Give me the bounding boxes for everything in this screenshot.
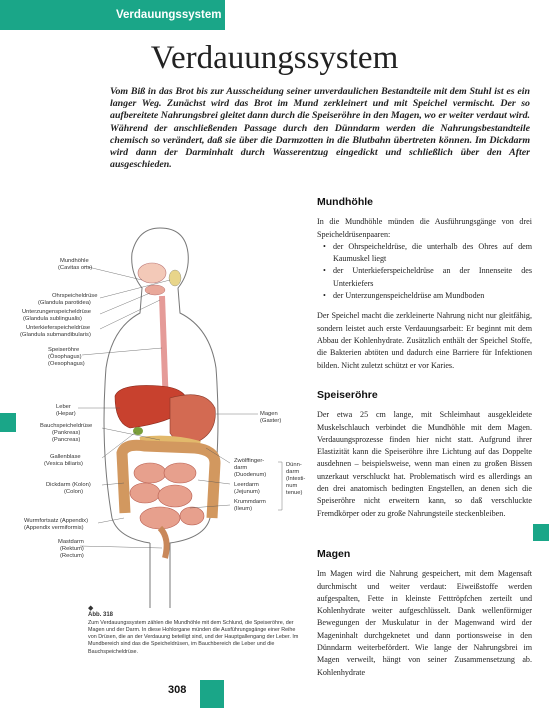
label-duenndarm-4: num — [286, 483, 298, 489]
label-ileum: (Ileum) — [234, 506, 253, 512]
label-unterkiefer-latin: (Glandula submandibularis) — [20, 332, 91, 338]
label-mastdarm: Mastdarm — [58, 539, 84, 545]
gallbladder — [133, 427, 143, 435]
label-magen-latin: (Gaster) — [260, 418, 282, 424]
heading-mundhoehle: Mundhöhle — [317, 196, 373, 208]
label-ohrspeicheldruese: Ohrspeicheldrüse — [52, 293, 98, 299]
label-pancreas: (Pancreas) — [52, 437, 81, 443]
page-title: Verdauungssystem — [150, 40, 399, 76]
label-ohrspeicheldruese-latin: (Glandula parotidea) — [38, 300, 91, 306]
section-speiseroehre — [317, 389, 532, 520]
label-gallenblase: Gallenblase — [50, 454, 81, 460]
list-item: • der Ohrspeicheldrüse, die unterhalb des Ohres auf dem Kaumuskel liegt — [325, 241, 532, 266]
label-leber-latin: (Hepar) — [56, 411, 76, 417]
left-margin-tab — [0, 413, 16, 432]
section-tab — [0, 0, 225, 30]
label-speiseroehre-latin2: (Oesophagus) — [48, 361, 85, 367]
label-unterzungen: Unterzungenspeicheldrüse — [22, 309, 91, 315]
speiseroehre-body: Der etwa 25 cm lange, mit Schleimhaut ausgekleidete Muskelschlauch verbindet die Mundhöhle mit dem Magen. Verdauungsprozesse finden hier nicht statt. Aufgrund ihrer Elastizität kann die Speiseröhre ihre Lichtung auf das Doppelte ausdehnen – beispielsweise, wenn man einen zu großen Bissen unzerkaut verschluckt hat. Problematisch wird es allerdings an den drei anatomisch bedingten Engstellen, an denen sich die Speiseröhre nicht erweitern kann, so daß verschluckte Fremdkörper oder zu große Nahrungsteile steckenbleiben. — [317, 410, 532, 518]
label-dickdarm-latin: (Colon) — [64, 489, 84, 495]
label-wurmfortsatz-latin: (Appendix vermiformis) — [24, 525, 84, 531]
figure-caption — [88, 605, 303, 656]
list-item: • der Unterkieferspeicheldrüse an der Innenseite des Unterkiefers — [325, 265, 532, 290]
label-pankreas: (Pankreas) — [52, 430, 81, 436]
caption-text: Zum Verdauungssystem zählen die Mundhöhle mit dem Schlund, die Speiseröhre, der Magen und der Darm. In diese Hohlorgane münden die Ausführungsgänge einer Reihe von Drüsen, die an der Verdauung beteiligt sind, und der Hauptgallengang der Leber. Im Mundbereich sind das die Speicheldrüsen, im Bauchbereich die Leber und die Bauchspeicheldrüse. — [88, 619, 299, 655]
section-magen — [317, 548, 532, 679]
label-mundhoehle: Mundhöhle — [60, 258, 89, 264]
small-intestine — [130, 463, 204, 529]
nose-cavity — [138, 263, 166, 283]
label-magen: Magen — [260, 411, 278, 417]
mundhoehle-intro: In die Mundhöhle münden die Ausführungsgänge von drei Speicheldrüsenpaaren: — [317, 217, 532, 239]
label-gallenblase-latin: (Vesica biliaris) — [44, 461, 83, 467]
section-tab-label: Verdauungssystem — [116, 9, 222, 21]
mouth-cavity — [145, 285, 165, 295]
label-speiseroehre-latin1: (Ösophagus) — [48, 354, 82, 360]
heading-magen: Magen — [317, 548, 351, 560]
label-speiseroehre: Speiseröhre — [48, 347, 80, 353]
label-unterkiefer: Unterkieferspeicheldrüse — [26, 325, 91, 331]
list-item: • der Unterzungenspeicheldrüse am Mundboden — [325, 290, 532, 302]
right-margin-tab — [533, 524, 549, 541]
mundhoehle-body: Der Speichel macht die zerkleinerte Nahrung nicht nur gleitfähig, sondern leistet auch erste Verdauungsarbeit: Er beginnt mit dem Abbau der Kohlenhydrate. Zusätzlich enthält der Speichel Stoffe, die Bakterien abtöten und dadurch eine Barriere für Infektionen bilden. Nicht zuletzt schützt er vor Karies. — [317, 311, 532, 370]
caption-marker: ◆ — [88, 605, 94, 612]
section-mundhoehle — [317, 196, 532, 372]
rectum — [160, 528, 167, 558]
label-bauchspeicheldruese: Bauchspeicheldrüse — [40, 423, 93, 429]
page-number: 308 — [168, 684, 187, 696]
salivary-gland-list — [317, 241, 532, 302]
label-duenndarm-3: (Intesti- — [286, 476, 306, 482]
heading-speiseroehre: Speiseröhre — [317, 389, 378, 401]
label-zwoelffinger: Zwölffinger- — [234, 458, 265, 464]
label-leerdarm: Leerdarm — [234, 482, 259, 488]
label-rektum: (Rektum) — [60, 546, 84, 552]
digestive-system-illustration — [20, 218, 310, 608]
salivary-gland — [169, 270, 181, 286]
caption-number: Abb. 318 — [88, 612, 114, 619]
label-krummdarm: Krummdarm — [234, 499, 266, 505]
bracket-duenndarm — [278, 462, 282, 510]
magen-body: Im Magen wird die Nahrung gespeichert, mit dem Magensaft durchmischt und weiter verdaut: Eiweißstoffe werden aufgespalten, Fette in kleinste Fetttröpfchen zerteilt und Kohlenhydrate weiter aufgeschlüsselt. Dank wellenförmiger Bewegungen der Muskulatur in der Magenwand wird der Mageninhalt durchgeknetet und dann portionsweise in den Dünndarm weiterbefördert. Wie lange der Nahrungsbrei im Magen verweilt, hängt von seiner Zusammensetzung ab. Kohlenhydrate — [317, 569, 532, 677]
label-duenndarm-5: tenue) — [286, 490, 303, 496]
label-duenndarm: Dünn- — [286, 462, 302, 468]
label-jejunum: (Jejunum) — [234, 489, 260, 495]
label-mundhoehle-latin: (Cavitas oris) — [58, 265, 93, 271]
label-unterzungen-latin: (Glandula sublingualis) — [23, 316, 82, 322]
label-rectum: (Rectum) — [60, 553, 84, 559]
label-wurmfortsatz: Wurmfortsatz (Appendix) — [24, 518, 89, 524]
label-leber: Leber — [56, 404, 71, 410]
page-number-tab — [200, 680, 224, 708]
label-duodenum: (Duodenum) — [234, 472, 267, 478]
intro-paragraph: Vom Biß in das Brot bis zur Ausscheidung seiner unverdaulichen Bestandteile mit dem Stuhl ist es ein langer Weg. Zunächst wird das Brot im Mund zerkleinert und mit Speichel vermischt. Der so aufbereitete Nahrungsbrei gleitet dann durch die Speiseröhre in den Magen, wo er weiter verdaut wird. Während der anschließenden Passage durch den Dünndarm werden die Nahrungsbestandteile chemisch so verändert, daß sie über die Darmzotten in die Blutbahn übertreten können. Im Dickdarm wird dann der Darminhalt durch Wasserentzug eingedickt und schließlich über den After ausgeschieden. — [110, 86, 530, 171]
label-zwoelffinger-2: darm — [234, 465, 248, 471]
label-dickdarm: Dickdarm (Kolon) — [46, 482, 91, 488]
stomach — [170, 395, 215, 444]
label-duenndarm-2: darm — [286, 469, 300, 475]
